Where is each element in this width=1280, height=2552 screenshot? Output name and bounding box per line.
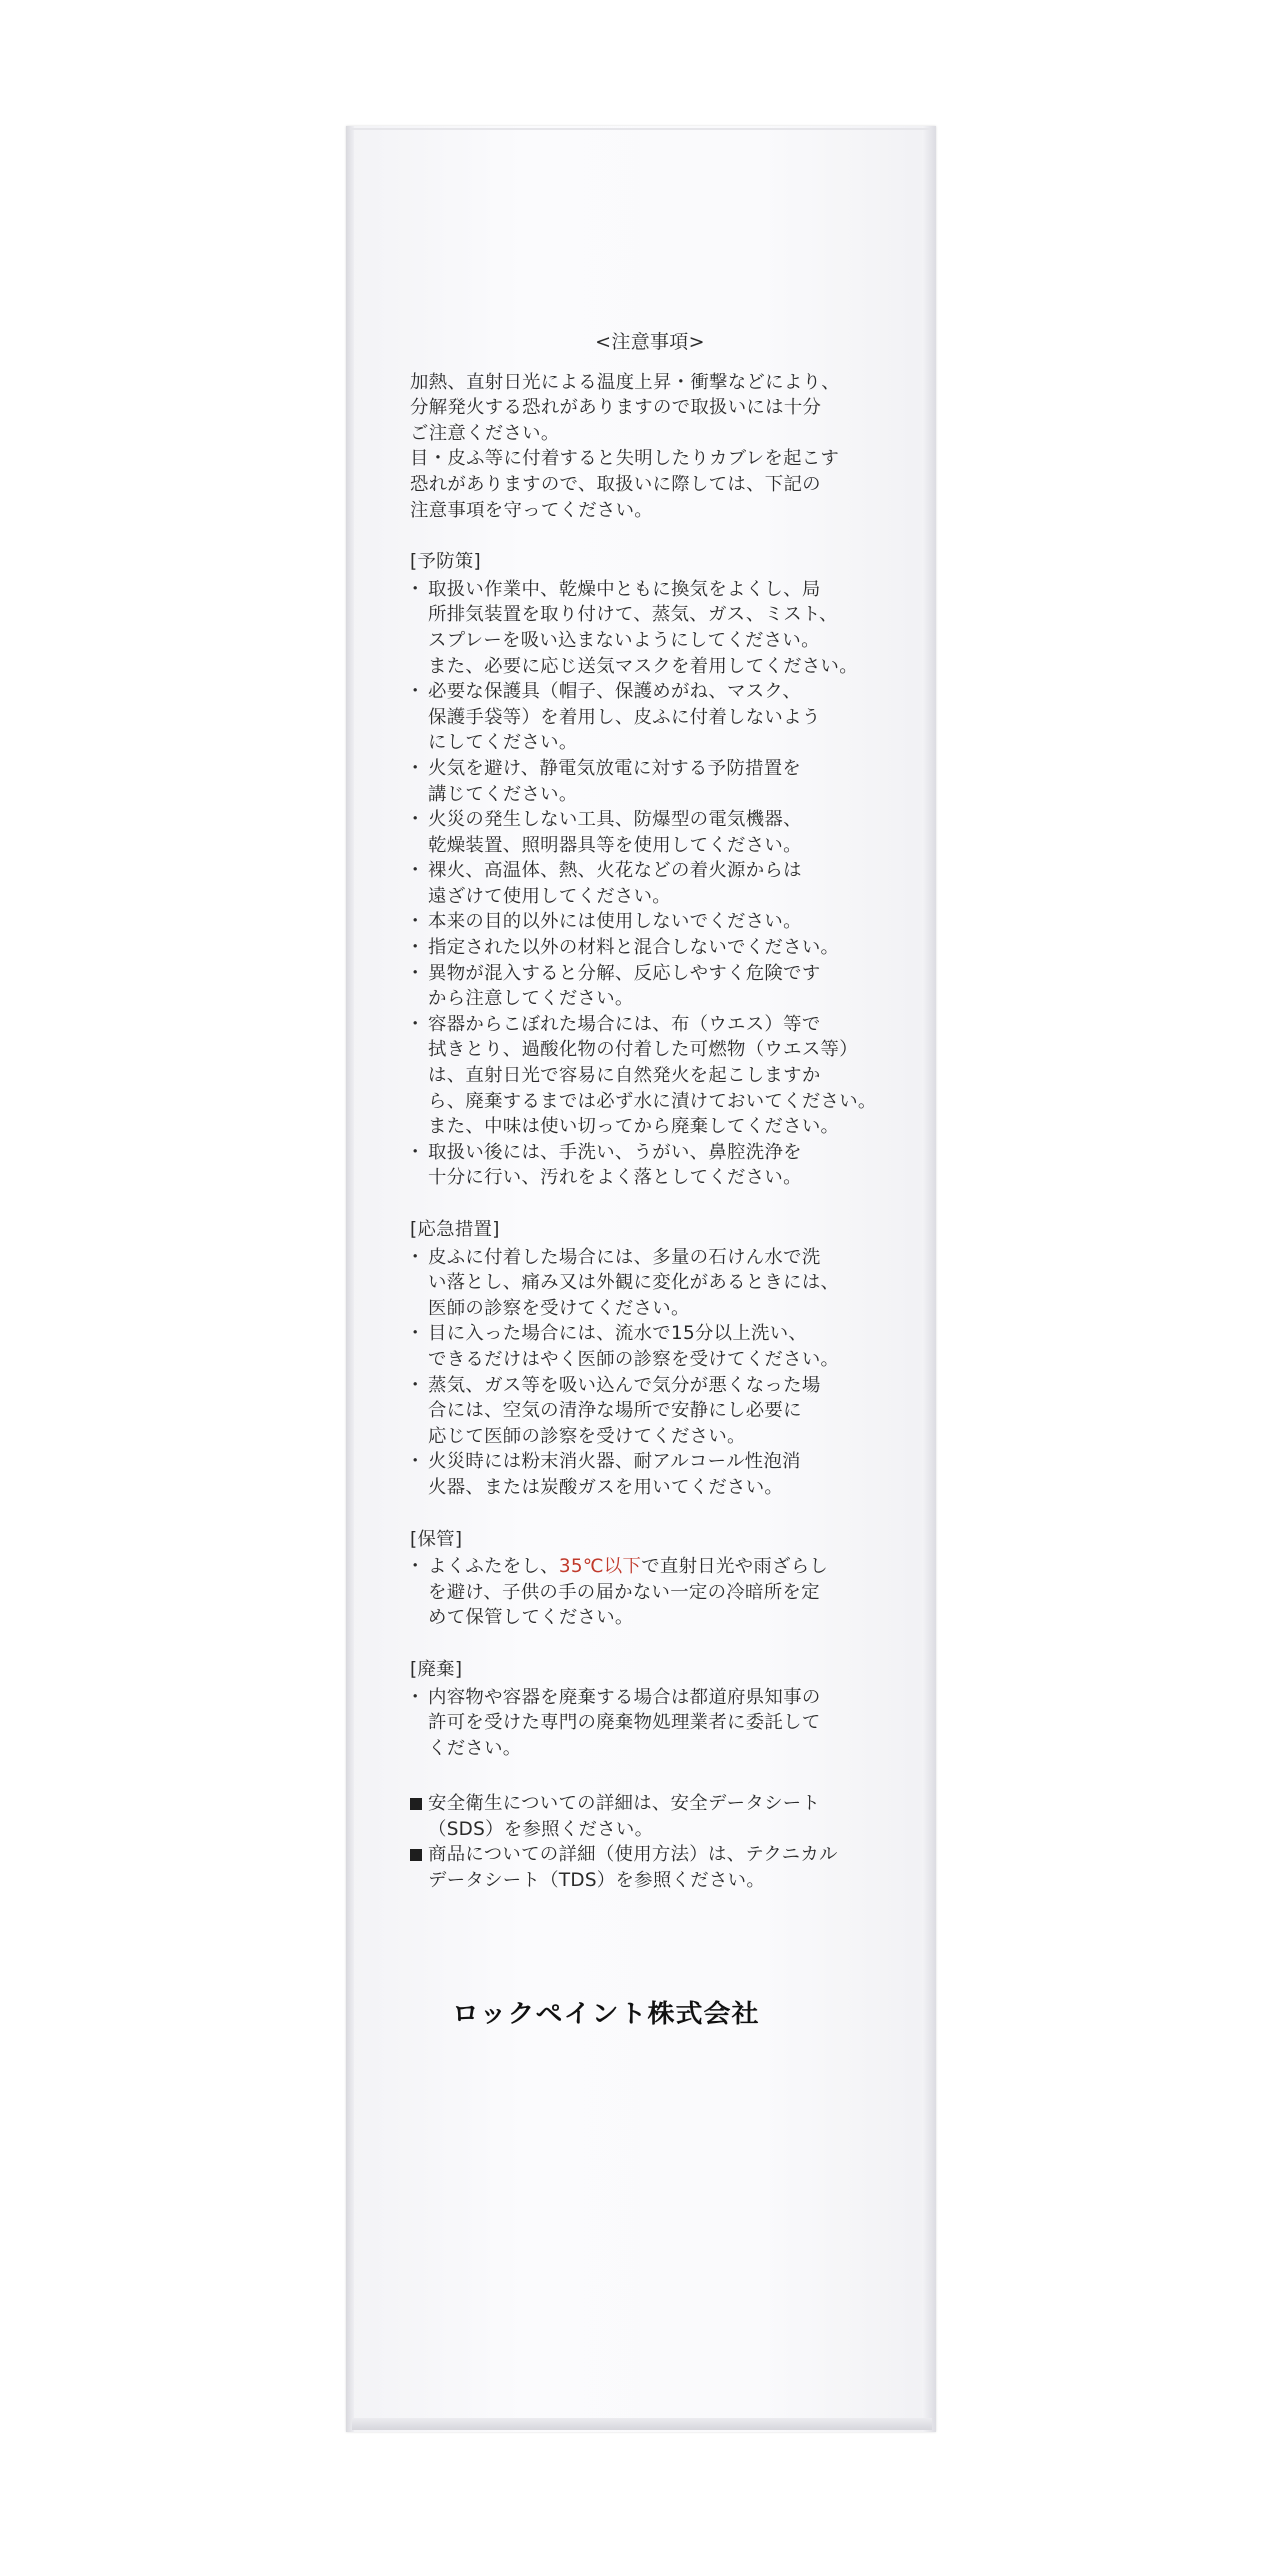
caution-label: [410, 330, 910, 1894]
list-item: ・ 容器からこぼれた場合には、布（ウエス）等で 拭きとり、過酸化物の付着した可燃物（ウエス等） は、直射日光で容易に自然発火を起こしますか ら、廃棄するまでは必ず水に漬けておいてください。 また、中味は使い切ってから廃棄してください。: [410, 1012, 910, 1140]
tds-note-text: 商品についての詳細（使用方法）は、テクニカル データシート（TDS）を参照ください。: [428, 1844, 838, 1892]
list-item: ・ 異物が混入すると分解、反応しやすく危険です から注意してください。: [410, 961, 910, 1012]
disposal-list: [410, 1685, 910, 1762]
disposal-section: [410, 1657, 910, 1761]
disposal-heading: [廃棄]: [410, 1658, 463, 1680]
list-item: ・ 指定された以外の材料と混合しないでください。: [410, 935, 910, 961]
company-logo: ロックペイント株式会社: [452, 2000, 760, 2029]
emergency-heading: [応急措置]: [410, 1219, 500, 1240]
box-right-edge: [922, 126, 936, 2432]
list-item: [410, 1554, 910, 1631]
list-item: ・ 必要な保護具（帽子、保護めがね、マスク、 保護手袋等）を着用し、皮ふに付着しないよう にしてください。: [410, 679, 910, 756]
box-left-edge: [346, 126, 354, 2432]
box-bottom-edge: [352, 2418, 932, 2430]
list-item: ・ 蒸気、ガス等を吸い込んで気分が悪くなった場 合には、空気の清浄な場所で安静にし必要に 応じて医師の診察を受けてください。: [410, 1373, 910, 1450]
list-item: ・ 皮ふに付着した場合には、多量の石けん水で洗 い落とし、痛み又は外観に変化があるときには、 医師の診察を受けてください。: [410, 1245, 910, 1322]
caution-intro: 加熱、直射日光による温度上昇・衝撃などにより、 分解発火する恐れがありますので取扱いには十分 ご注意ください。 目・皮ふ等に付着すると失明したりカブレを起こす 恐れがありますので、取扱いに際しては、下記の 注意事項を守ってください。: [410, 371, 840, 521]
storage-prefix: よくふたをし、: [428, 1556, 559, 1578]
storage-heading: [保管]: [410, 1528, 463, 1550]
square-bullet-icon: [410, 1798, 422, 1810]
list-item: ・ 火災時には粉末消火器、耐アルコール性泡消 火器、または炭酸ガスを用いてください。: [410, 1449, 910, 1500]
list-item: ・ 取扱い作業中、乾燥中ともに換気をよくし、局 所排気装置を取り付けて、蒸気、ガス、ミスト、 スプレーを吸い込まないようにしてください。 また、必要に応じ送気マスクを着用してください。: [410, 577, 910, 679]
square-bullet-icon: [410, 1849, 422, 1861]
emergency-list: [410, 1245, 910, 1501]
storage-list: [410, 1554, 910, 1631]
emergency-section: [410, 1217, 910, 1501]
storage-temperature: 35℃以下: [558, 1556, 642, 1578]
list-item: ・ 裸火、高温体、熱、火花などの着火源からは 遠ざけて使用してください。: [410, 858, 910, 909]
storage-section: [410, 1527, 910, 1631]
list-item: ・ 目に入った場合には、流水で15分以上洗い、 できるだけはやく医師の診察を受けてください。: [410, 1321, 910, 1372]
sds-note: [410, 1791, 910, 1842]
caution-title: <注意事項>: [595, 331, 705, 353]
prevention-list: [410, 577, 910, 1191]
list-item: ・ 火気を避け、静電気放電に対する予防措置を 講じてください。: [410, 756, 910, 807]
storage-suffix: で直射日光や雨ざらし を避け、子供の手の届かない一定の冷暗所を定 めて保管してください。: [428, 1556, 829, 1629]
tds-note: [410, 1842, 910, 1893]
list-item: ・ 本来の目的以外には使用しないでください。: [410, 909, 910, 935]
list-item: ・ 取扱い後には、手洗い、うがい、鼻腔洗浄を 十分に行い、汚れをよく落としてください。: [410, 1140, 910, 1191]
list-item: ・ 火災の発生しない工具、防爆型の電気機器、 乾燥装置、照明器具等を使用してください。: [410, 807, 910, 858]
sds-note-text: 安全衛生についての詳細は、安全データシート （SDS）を参照ください。: [428, 1793, 821, 1840]
list-item: ・ 内容物や容器を廃棄する場合は都道府県知事の 許可を受けた専門の廃棄物処理業者に委託して ください。: [410, 1685, 910, 1762]
prevention-heading: [予防策]: [410, 551, 482, 573]
box-top-flap: [350, 128, 930, 130]
reference-notes: [410, 1791, 910, 1893]
prevention-section: [410, 549, 910, 1191]
